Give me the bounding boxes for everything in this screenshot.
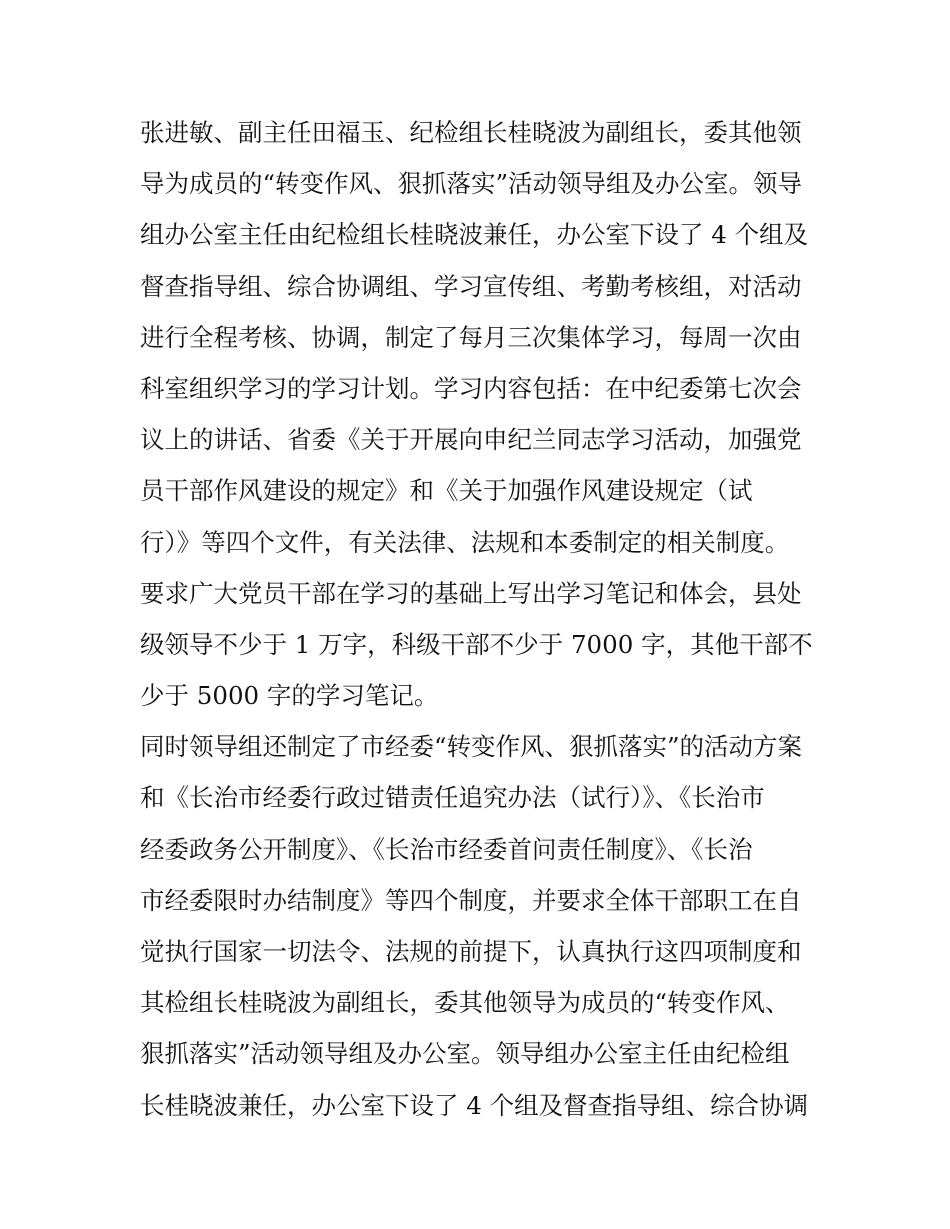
document-body bbox=[140, 107, 820, 1131]
text-line: 级领导不少于 1 万字，科级干部不少于 7000 字，其他干部不 bbox=[140, 629, 813, 659]
text-line: 同时领导组还制定了市经委“转变作风、狠抓落实”的活动方案 bbox=[140, 732, 803, 762]
text-line: 经委政务公开制度》、《长治市经委首问责任制度》、《长治 bbox=[140, 834, 753, 864]
text-line: 觉执行国家一切法令、法规的前提下，认真执行这四项制度和 bbox=[140, 937, 802, 966]
text-line: 科室组织学习的学习计划。学习内容包括：在中纪委第七次会 bbox=[140, 373, 802, 403]
text-line: 议上的讲话、省委《关于开展向申纪兰同志学习活动，加强党 bbox=[140, 425, 802, 455]
text-line: 员干部作风建设的规定》和《关于加强作风建设规定（试 bbox=[140, 476, 753, 506]
text-line: 张进敏、副主任田福玉、纪检组长桂晓波为副组长，委其他领 bbox=[140, 118, 802, 147]
text-line: 其检组长桂晓波为副组长，委其他领导为成员的“转变作风、 bbox=[140, 988, 790, 1018]
text-line: 行）》等四个文件，有关法律、法规和本委制定的相关制度。 bbox=[140, 527, 790, 557]
text-line: 要求广大党员干部在学习的基础上写出学习笔记和体会，县处 bbox=[140, 578, 802, 608]
text-line: 长桂晓波兼任，办公室下设了 4 个组及督查指导组、综合协调 bbox=[140, 1090, 809, 1120]
text-line: 狠抓落实”活动领导组及办公室。领导组办公室主任由纪检组 bbox=[140, 1039, 790, 1069]
text-line: 导为成员的“转变作风、狠抓落实”活动领导组及办公室。领导 bbox=[140, 169, 803, 199]
text-line: 进行全程考核、协调，制定了每月三次集体学习，每周一次由 bbox=[140, 322, 802, 352]
text-line: 市经委限时办结制度》等四个制度，并要求全体干部职工在自 bbox=[140, 885, 802, 915]
text-line: 组办公室主任由纪检组长桂晓波兼任，办公室下设了 4 个组及 bbox=[140, 220, 809, 250]
text-line: 少于 5000 字的学习笔记。 bbox=[140, 681, 439, 711]
text-line: 督查指导组、综合协调组、学习宣传组、考勤考核组，对活动 bbox=[140, 271, 802, 301]
text-line: 和《长治市经委行政过错责任追究办法（试行）》、《长治市 bbox=[140, 783, 765, 813]
